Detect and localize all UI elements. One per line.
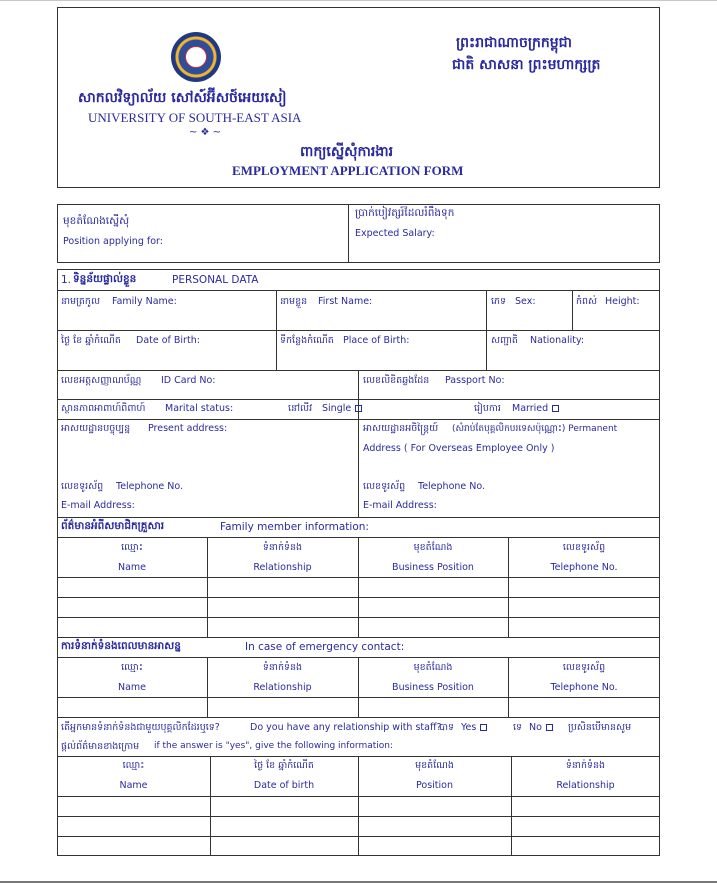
staff-line2-km: ផ្ដល់ព័ត៌មានខាងក្រោម bbox=[61, 741, 140, 752]
staff-yes-label: Yes bbox=[461, 722, 477, 733]
family-col-relationship-en: Relationship bbox=[253, 562, 312, 573]
telephone-km: លេខទូរស័ព្ទ bbox=[61, 481, 104, 492]
staff-col-name-km: ឈ្មោះ bbox=[122, 760, 145, 771]
col-line bbox=[358, 370, 359, 517]
dob-en: Date of Birth: bbox=[136, 335, 200, 346]
salary-label-km: ប្រាក់បៀវត្សរ៍ដែលរំពឹងទុក bbox=[355, 207, 455, 219]
staff-col-dob-km: ថ្ងៃ ខែ ឆ្នាំកំណើត bbox=[254, 760, 314, 771]
family-section-en: Family member information: bbox=[220, 521, 369, 533]
staff-col-position-km: មុខតំណែង bbox=[415, 760, 454, 771]
staff-if-km: ប្រសិនបើមានសូម bbox=[568, 722, 632, 733]
married-label: Married bbox=[512, 403, 549, 414]
staff-yes-option bbox=[461, 722, 487, 733]
single-checkbox[interactable] bbox=[355, 405, 362, 412]
family-col-position-km: មុខតំណែង bbox=[413, 542, 453, 553]
staff-col-position-en: Position bbox=[416, 780, 453, 791]
marital-km: ស្ថានភាពអាពាហ៍ពិពាហ៍ bbox=[61, 403, 146, 414]
family-section-km: ព័ត៌មានអំពីសមាជិកគ្រួសារ bbox=[61, 520, 165, 532]
married-checkbox[interactable] bbox=[552, 405, 559, 412]
family-col-name-km: ឈ្មោះ bbox=[121, 542, 143, 553]
form-title-en: EMPLOYMENT APPLICATION FORM bbox=[232, 163, 464, 178]
table-row bbox=[57, 697, 660, 698]
table-row bbox=[57, 577, 660, 578]
perm-address-en1: (សំរាប់តែបុគ្គលិកបរទេសប៉ុណ្ណោះ) Permanent bbox=[452, 424, 618, 434]
personal-section-en: PERSONAL DATA bbox=[172, 274, 259, 286]
perm-address-en2: Address ( For Overseas Employee Only ) bbox=[363, 443, 555, 454]
kingdom-title: ព្រះរាជាណាចក្រកម្ពុជា bbox=[456, 35, 573, 51]
emergency-col-name-km: ឈ្មោះ bbox=[121, 662, 143, 673]
row-line bbox=[57, 517, 660, 518]
kingdom-motto: ជាតិ សាសនា ព្រះមហាក្សត្រ bbox=[452, 57, 601, 73]
family-col-position-en: Business Position bbox=[392, 562, 474, 573]
family-col-name-en: Name bbox=[117, 562, 147, 573]
staff-question-km: តើអ្នកមានទំនាក់ទំនងជាមួយបុគ្គលិកដែរឬទេ? bbox=[61, 722, 220, 733]
married-km: រៀបការ bbox=[474, 403, 501, 414]
staff-question-en: Do you have any relationship with staff? bbox=[250, 722, 442, 733]
single-option bbox=[322, 403, 362, 414]
row-line bbox=[57, 399, 660, 400]
emergency-col-telephone-km: លេខទូរស័ព្ទ bbox=[562, 662, 606, 673]
row-line bbox=[57, 717, 660, 718]
id-card-en: ID Card No: bbox=[161, 375, 216, 386]
position-label-km: មុខតំណែងស្នើសុំ bbox=[63, 215, 130, 227]
staff-line2-en: if the answer is "yes", give the following information: bbox=[154, 741, 393, 751]
university-logo bbox=[171, 32, 221, 82]
university-name-km: សាកលវិទ្យាល័យ សៅស៍អ៊ីសថ៍អេយសៀ bbox=[78, 90, 287, 106]
sex-en: Sex: bbox=[515, 296, 536, 307]
emergency-section-km: ការទំនាក់ទំនងពេលមានអាសន្ន bbox=[61, 640, 181, 652]
staff-col-name-en: Name bbox=[119, 780, 148, 791]
staff-no-checkbox[interactable] bbox=[546, 724, 553, 731]
present-address-en: Present address: bbox=[148, 423, 228, 434]
id-card-km: លេខអត្តសញ្ញាណប័ណ្ណ bbox=[61, 375, 142, 386]
staff-yes-km: បាទ bbox=[439, 722, 455, 733]
passport-km: លេខលិខិតឆ្លងដែន bbox=[363, 375, 430, 386]
staff-no-option bbox=[529, 722, 553, 733]
family-col-relationship-km: ទំនាក់ទំនង bbox=[262, 542, 303, 553]
height-km: កំពស់ bbox=[576, 296, 598, 307]
passport-en: Passport No: bbox=[445, 375, 505, 386]
staff-yes-checkbox[interactable] bbox=[480, 724, 487, 731]
single-km: នៅលីវ bbox=[288, 403, 313, 414]
perm-address-km: អាសយដ្ឋានអចិន្ត្រៃយ៍ bbox=[363, 423, 439, 434]
row-line bbox=[57, 419, 660, 420]
emergency-col-position-en: Business Position bbox=[392, 682, 474, 693]
staff-no-label: No bbox=[529, 722, 542, 733]
emergency-col-telephone-en: Telephone No. bbox=[550, 682, 618, 693]
emergency-col-relationship-km: ទំនាក់ទំនង bbox=[262, 662, 303, 673]
ornament-divider: ~ ❖ ~ bbox=[188, 127, 222, 138]
table-row bbox=[57, 836, 660, 837]
position-label-en: Position applying for: bbox=[63, 236, 163, 247]
pob-km: ទីកន្លែងកំណើត bbox=[280, 335, 334, 346]
table-row bbox=[57, 617, 660, 618]
emergency-col-relationship-en: Relationship bbox=[253, 682, 312, 693]
table-row bbox=[57, 796, 660, 797]
family-name-km: នាមត្រកូល bbox=[61, 296, 101, 307]
logo-emblem-icon bbox=[185, 46, 207, 68]
email-label: E-mail Address: bbox=[61, 500, 135, 511]
married-option bbox=[512, 403, 559, 414]
salary-label-en: Expected Salary: bbox=[355, 228, 435, 239]
position-divider bbox=[348, 204, 349, 263]
telephone2-en: Telephone No. bbox=[418, 481, 486, 492]
height-en: Height: bbox=[605, 296, 640, 307]
staff-col-dob-en: Date of birth bbox=[253, 780, 315, 791]
nationality-km: សញ្ជាតិ bbox=[491, 335, 518, 346]
university-name-en: UNIVERSITY OF SOUTH-EAST ASIA bbox=[88, 110, 302, 125]
sex-km: ភេទ bbox=[491, 296, 507, 307]
family-col-telephone-en: Telephone No. bbox=[550, 562, 618, 573]
first-name-km: នាមខ្លួន bbox=[280, 296, 308, 307]
top-border-line bbox=[0, 0, 717, 1]
nationality-en: Nationality: bbox=[530, 335, 585, 346]
staff-col-relationship-en: Relationship bbox=[556, 780, 615, 791]
present-address-km: អាសយដ្ឋានបច្ចុប្បន្ន bbox=[61, 423, 131, 434]
family-name-en: Family Name: bbox=[112, 296, 177, 307]
row-line bbox=[57, 290, 660, 291]
marital-en: Marital status: bbox=[165, 403, 234, 414]
row-line bbox=[57, 330, 660, 331]
pob-en: Place of Birth: bbox=[343, 335, 410, 346]
row-line bbox=[57, 637, 660, 638]
family-col-telephone-km: លេខទូរស័ព្ទ bbox=[562, 542, 606, 553]
form-title-km: ពាក្យស្នើសុំការងារ bbox=[300, 144, 394, 160]
table-row bbox=[57, 597, 660, 598]
personal-section-num: 1. bbox=[61, 274, 72, 286]
emergency-col-position-km: មុខតំណែង bbox=[413, 662, 453, 673]
single-label: Single bbox=[322, 403, 352, 414]
telephone-en: Telephone No. bbox=[116, 481, 184, 492]
telephone2-km: លេខទូរស័ព្ទ bbox=[363, 481, 406, 492]
table-row bbox=[57, 816, 660, 817]
first-name-en: First Name: bbox=[318, 296, 373, 307]
staff-no-km: ទេ bbox=[513, 722, 523, 733]
personal-section-km: ទិន្នន័យផ្ទាល់ខ្លួន bbox=[73, 273, 137, 285]
emergency-col-name-en: Name bbox=[117, 682, 147, 693]
dob-km: ថ្ងៃ ខែ ឆ្នាំកំណើត bbox=[61, 335, 121, 346]
emergency-section-en: In case of emergency contact: bbox=[245, 641, 405, 653]
staff-col-relationship-km: ទំនាក់ទំនង bbox=[565, 760, 606, 771]
col-line bbox=[572, 290, 573, 330]
email2-label: E-mail Address: bbox=[363, 500, 437, 511]
